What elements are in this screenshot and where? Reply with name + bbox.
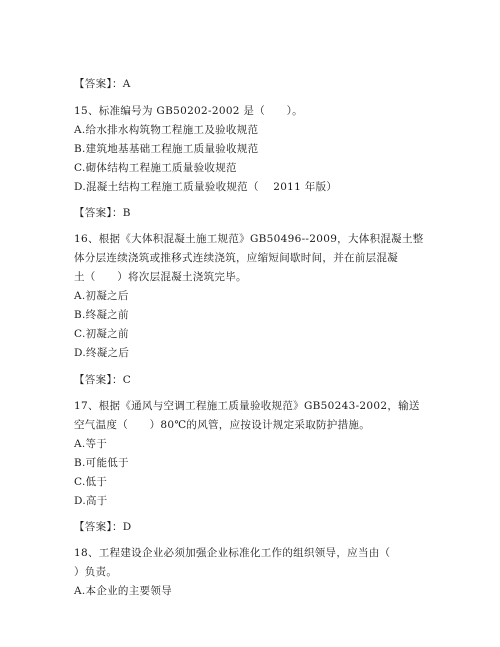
question-17-option-c: C.低于 (74, 476, 108, 488)
question-16-option-b: B.终凝之前 (74, 309, 129, 321)
question-17-stem-line-1: 17、根据《通风与空调工程施工质量验收规范》GB50243-2002，输送 (74, 400, 420, 412)
question-16-stem-line-3: 土（ ）将次层混凝土浇筑完毕。 (74, 271, 247, 283)
question-17-option-b: B.可能低于 (74, 457, 129, 469)
question-16-option-c: C.初凝之前 (74, 328, 129, 340)
question-15-option-d: D.混凝土结构工程施工质量验收规范（ 2011 年版） (74, 181, 338, 193)
question-17-option-a: A.等于 (74, 438, 108, 450)
question-16-stem-line-1: 16、根据《大体积混凝土施工规范》GB50496--2009，大体积混凝土整 (74, 233, 424, 245)
question-15-stem: 15、标准编号为 GB50202-2002 是（ ）。 (74, 105, 303, 117)
question-15-option-a: A.给水排水构筑物工程施工及验收规范 (74, 124, 259, 136)
question-18-stem-line-1: 18、工程建设企业必须加强企业标准化工作的组织领导，应当由（ (74, 547, 391, 559)
answer-label: 【答案】：C (74, 374, 132, 386)
answer-label: 【答案】：D (74, 521, 132, 533)
question-17-option-d: D.高于 (74, 495, 108, 507)
answer-label: 【答案】：A (74, 78, 131, 90)
question-18-stem-line-2: ）负责。 (74, 566, 118, 578)
question-18-option-a: A.本企业的主要领导 (74, 585, 172, 597)
question-16-option-d: D.终凝之后 (74, 347, 130, 359)
question-15-option-b: B.建筑地基基础工程施工质量验收规范 (74, 143, 259, 155)
question-16-stem-line-2: 体分层连续浇筑或推移式连续浇筑，应缩短间歇时间，并在前层混凝 (74, 252, 398, 264)
answer-label: 【答案】：B (74, 207, 131, 219)
question-17-stem-line-2: 空气温度（ ）80℃的风管，应按设计规定采取防护措施。 (74, 419, 371, 431)
question-16-option-a: A.初凝之后 (74, 290, 129, 302)
question-15-option-c: C.砌体结构工程施工质量验收规范 (74, 162, 237, 174)
